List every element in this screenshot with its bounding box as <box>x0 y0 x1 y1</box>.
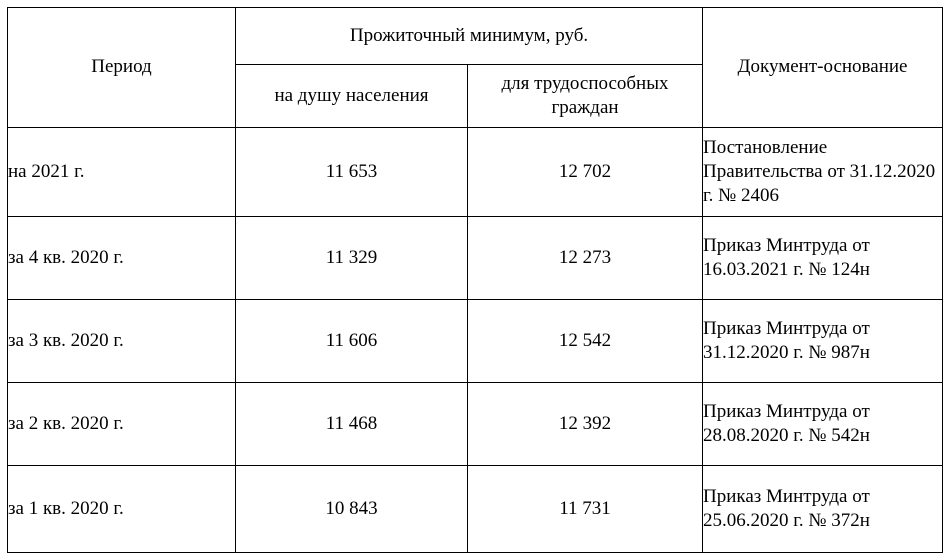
cell-working-age: 12 702 <box>468 128 703 217</box>
column-header-minimum-group: Прожиточный минимум, руб. <box>236 8 703 65</box>
cell-document: Приказ Минтруда от 16.03.2021 г. № 124н <box>703 217 943 300</box>
cell-working-age: 12 392 <box>468 383 703 466</box>
cell-period: за 3 кв. 2020 г. <box>8 300 236 383</box>
table-header-row-1 <box>8 8 943 65</box>
cell-period: на 2021 г. <box>8 128 236 217</box>
table-row <box>8 128 943 217</box>
cell-per-capita: 11 468 <box>236 383 468 466</box>
cell-document: Приказ Минтруда от 28.08.2020 г. № 542н <box>703 383 943 466</box>
column-header-document: Документ-основание <box>703 8 943 128</box>
cell-period: за 4 кв. 2020 г. <box>8 217 236 300</box>
table-row <box>8 383 943 466</box>
cell-working-age: 12 273 <box>468 217 703 300</box>
cell-period: за 1 кв. 2020 г. <box>8 466 236 553</box>
table-row <box>8 466 943 553</box>
cell-per-capita: 11 653 <box>236 128 468 217</box>
column-header-period: Период <box>8 8 236 128</box>
cell-working-age: 11 731 <box>468 466 703 553</box>
cell-working-age: 12 542 <box>468 300 703 383</box>
cell-document: Приказ Минтруда от 31.12.2020 г. № 987н <box>703 300 943 383</box>
cell-document: Приказ Минтруда от 25.06.2020 г. № 372н <box>703 466 943 553</box>
table-row <box>8 217 943 300</box>
table-header <box>8 8 943 128</box>
document-page <box>0 7 949 560</box>
cell-period: за 2 кв. 2020 г. <box>8 383 236 466</box>
table-row <box>8 300 943 383</box>
column-header-working-age: для трудоспособных граждан <box>468 65 703 128</box>
cell-per-capita: 11 329 <box>236 217 468 300</box>
table-body <box>8 128 943 553</box>
cell-document: Постановление Правительства от 31.12.2020 г. № 2406 <box>703 128 943 217</box>
subsistence-minimum-table <box>7 7 943 553</box>
cell-per-capita: 10 843 <box>236 466 468 553</box>
cell-per-capita: 11 606 <box>236 300 468 383</box>
column-header-per-capita: на душу населения <box>236 65 468 128</box>
